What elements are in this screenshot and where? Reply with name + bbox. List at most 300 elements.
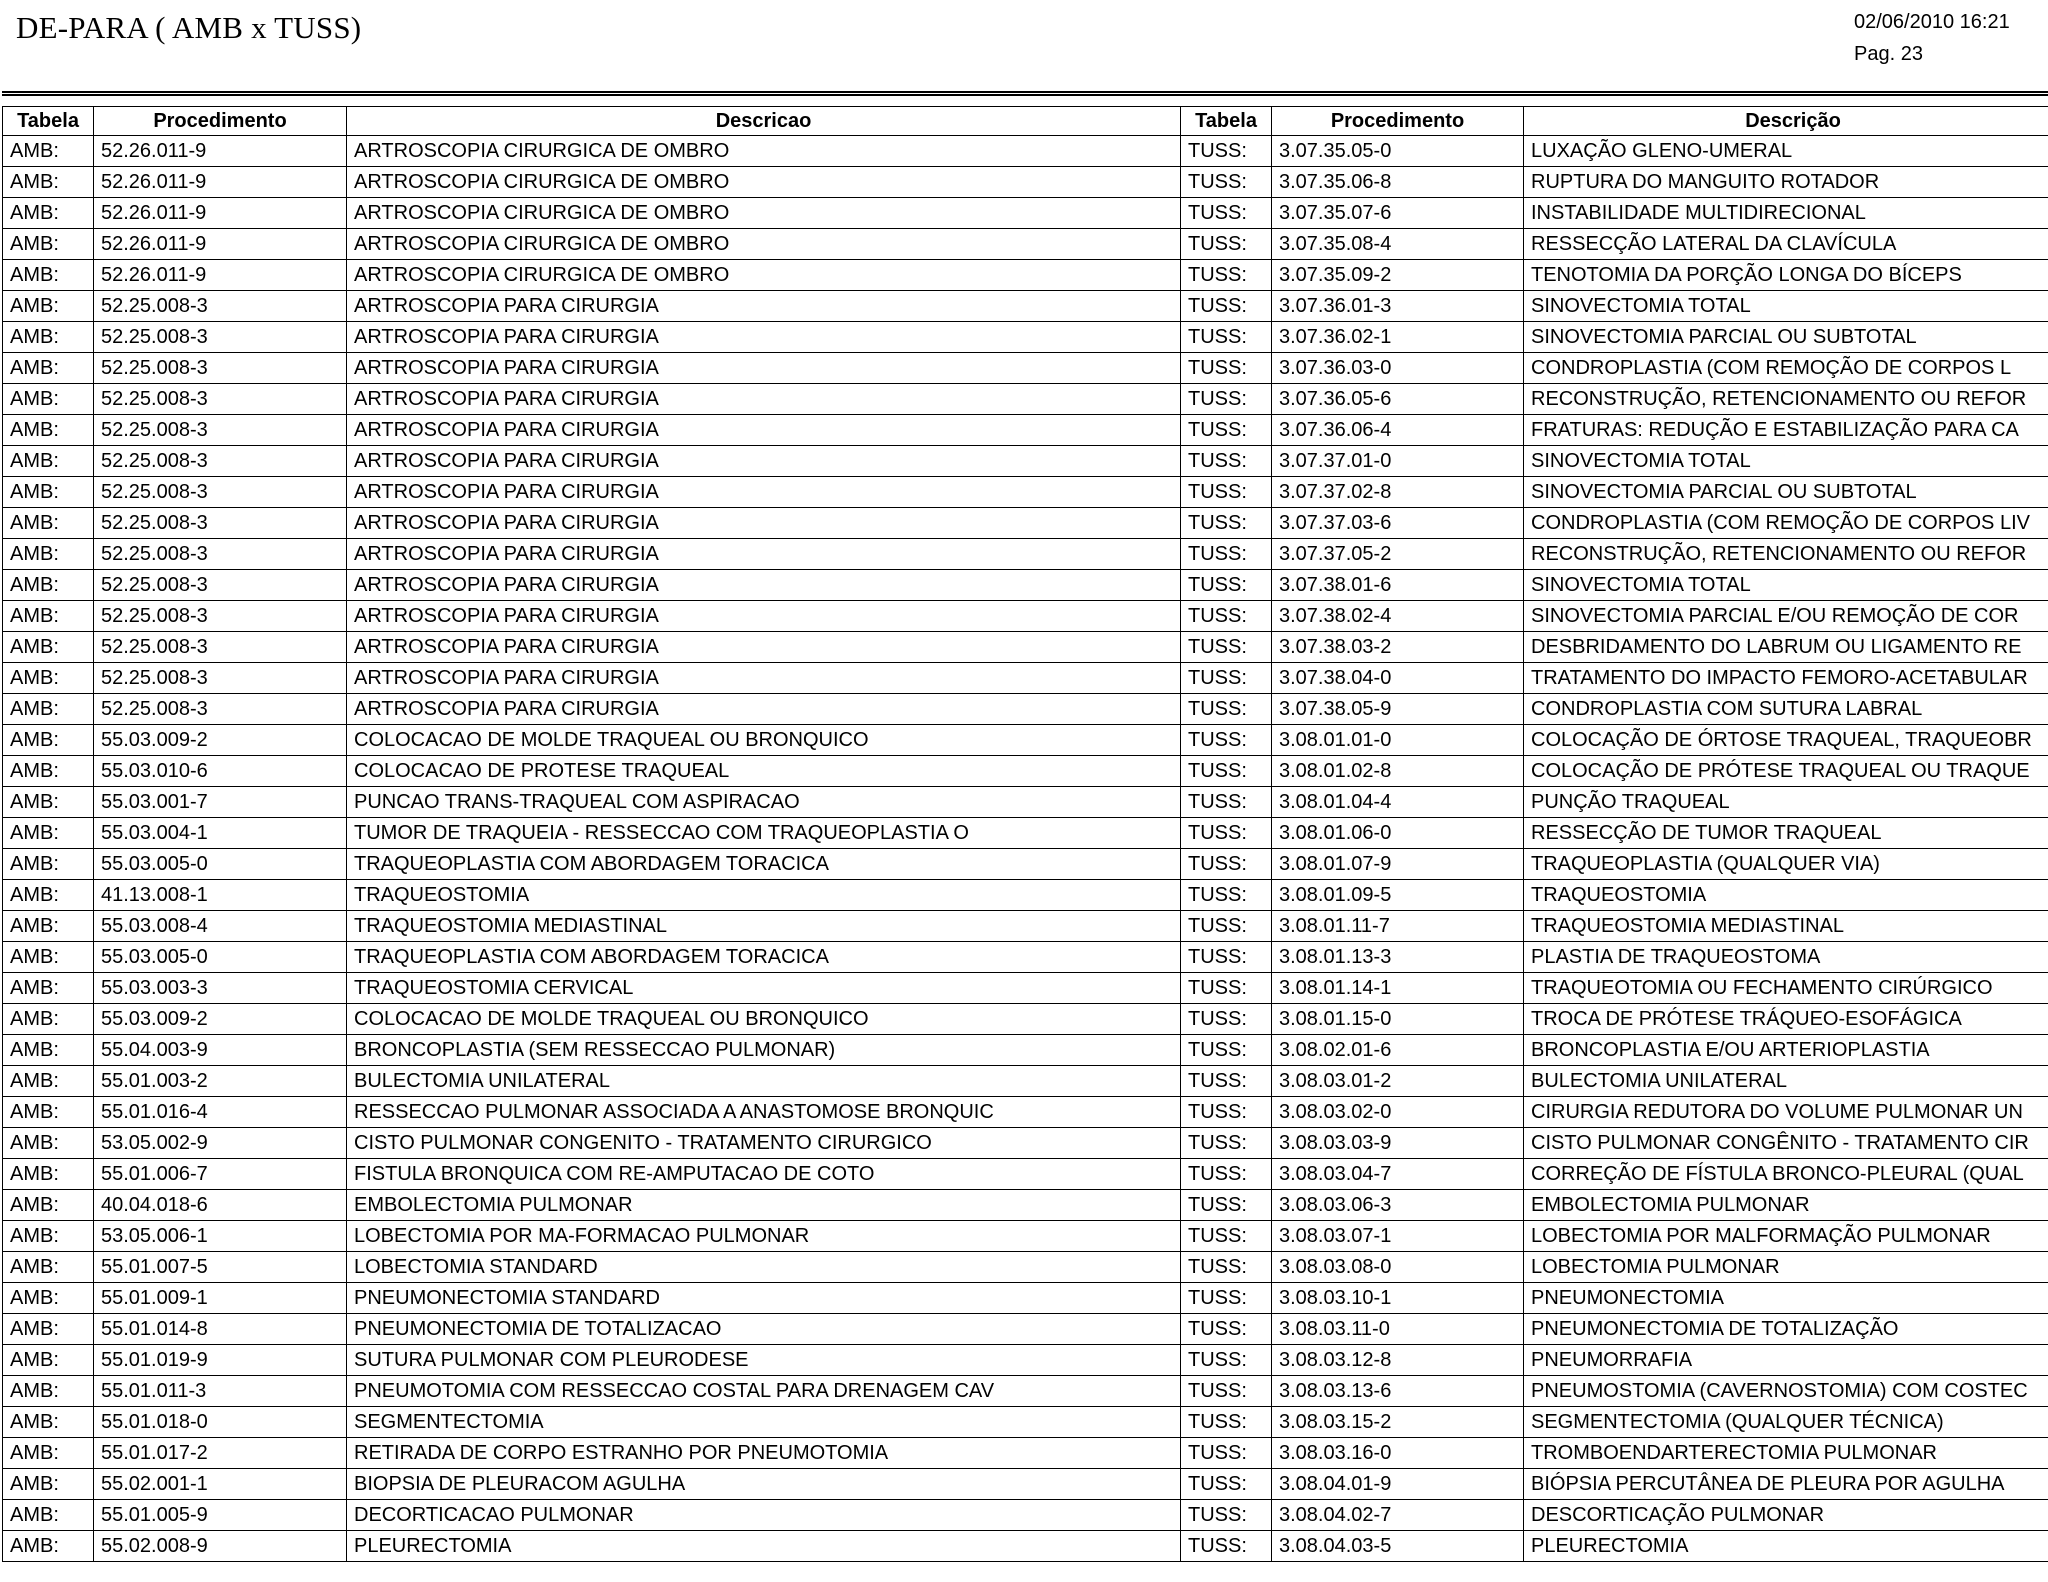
cell-descricao-tuss: CISTO PULMONAR CONGÊNITO - TRATAMENTO CIR (1524, 1128, 2048, 1159)
cell-procedimento-tuss: 3.07.37.01-0 (1272, 446, 1524, 477)
cell-tabela-amb: AMB: (3, 725, 94, 756)
cell-descricao-tuss: PNEUMOSTOMIA (CAVERNOSTOMIA) COM COSTEC (1524, 1376, 2048, 1407)
cell-procedimento-tuss: 3.08.03.16-0 (1272, 1438, 1524, 1469)
cell-descricao-tuss: SINOVECTOMIA TOTAL (1524, 570, 2048, 601)
table-row (3, 353, 2048, 384)
cell-procedimento-tuss: 3.07.35.07-6 (1272, 198, 1524, 229)
cell-descricao-amb: TUMOR DE TRAQUEIA - RESSECCAO COM TRAQUEOPLASTIA O (347, 818, 1181, 849)
cell-tabela-tuss: TUSS: (1181, 1469, 1272, 1500)
col-header-tabela-amb: Tabela (3, 107, 94, 136)
cell-descricao-tuss: PUNÇÃO TRAQUEAL (1524, 787, 2048, 818)
cell-procedimento-amb: 55.01.003-2 (94, 1066, 347, 1097)
cell-descricao-tuss: TRAQUEOTOMIA OU FECHAMENTO CIRÚRGICO (1524, 973, 2048, 1004)
cell-procedimento-amb: 55.01.006-7 (94, 1159, 347, 1190)
cell-tabela-tuss: TUSS: (1181, 601, 1272, 632)
cell-procedimento-amb: 55.03.003-3 (94, 973, 347, 1004)
cell-descricao-tuss: PNEUMONECTOMIA DE TOTALIZAÇÃO (1524, 1314, 2048, 1345)
cell-descricao-amb: ARTROSCOPIA PARA CIRURGIA (347, 291, 1181, 322)
cell-tabela-tuss: TUSS: (1181, 1097, 1272, 1128)
cell-descricao-tuss: DESCORTICAÇÃO PULMONAR (1524, 1500, 2048, 1531)
cell-tabela-tuss: TUSS: (1181, 508, 1272, 539)
cell-procedimento-tuss: 3.08.03.04-7 (1272, 1159, 1524, 1190)
cell-tabela-amb: AMB: (3, 570, 94, 601)
cell-tabela-amb: AMB: (3, 384, 94, 415)
cell-procedimento-amb: 55.01.016-4 (94, 1097, 347, 1128)
table-row (3, 446, 2048, 477)
cell-descricao-amb: TRAQUEOSTOMIA CERVICAL (347, 973, 1181, 1004)
cell-tabela-tuss: TUSS: (1181, 1407, 1272, 1438)
cell-tabela-amb: AMB: (3, 632, 94, 663)
cell-tabela-amb: AMB: (3, 1159, 94, 1190)
cell-procedimento-amb: 55.01.009-1 (94, 1283, 347, 1314)
cell-tabela-amb: AMB: (3, 601, 94, 632)
cell-procedimento-tuss: 3.08.03.01-2 (1272, 1066, 1524, 1097)
cell-descricao-tuss: LOBECTOMIA PULMONAR (1524, 1252, 2048, 1283)
cell-descricao-amb: ARTROSCOPIA CIRURGICA DE OMBRO (347, 198, 1181, 229)
cell-tabela-tuss: TUSS: (1181, 570, 1272, 601)
cell-tabela-tuss: TUSS: (1181, 1159, 1272, 1190)
table-row (3, 973, 2048, 1004)
cell-descricao-tuss: RESSECÇÃO LATERAL DA CLAVÍCULA (1524, 229, 2048, 260)
cell-procedimento-amb: 52.25.008-3 (94, 539, 347, 570)
table-row (3, 384, 2048, 415)
cell-tabela-amb: AMB: (3, 942, 94, 973)
cell-procedimento-amb: 52.25.008-3 (94, 477, 347, 508)
cell-procedimento-tuss: 3.08.01.01-0 (1272, 725, 1524, 756)
table-row (3, 1531, 2048, 1562)
table-row (3, 756, 2048, 787)
cell-descricao-tuss: SINOVECTOMIA TOTAL (1524, 446, 2048, 477)
cell-descricao-amb: ARTROSCOPIA PARA CIRURGIA (347, 539, 1181, 570)
cell-tabela-amb: AMB: (3, 508, 94, 539)
cell-tabela-amb: AMB: (3, 1035, 94, 1066)
cell-descricao-amb: ARTROSCOPIA PARA CIRURGIA (347, 322, 1181, 353)
cell-procedimento-amb: 55.01.014-8 (94, 1314, 347, 1345)
cell-descricao-amb: DECORTICACAO PULMONAR (347, 1500, 1181, 1531)
cell-tabela-amb: AMB: (3, 167, 94, 198)
cell-tabela-amb: AMB: (3, 477, 94, 508)
table-row (3, 1128, 2048, 1159)
cell-procedimento-amb: 52.26.011-9 (94, 198, 347, 229)
cell-tabela-amb: AMB: (3, 1314, 94, 1345)
cell-descricao-tuss: CIRURGIA REDUTORA DO VOLUME PULMONAR UN (1524, 1097, 2048, 1128)
cell-procedimento-amb: 52.26.011-9 (94, 167, 347, 198)
cell-tabela-amb: AMB: (3, 787, 94, 818)
cell-tabela-tuss: TUSS: (1181, 911, 1272, 942)
cell-procedimento-amb: 55.01.018-0 (94, 1407, 347, 1438)
cell-procedimento-amb: 55.03.008-4 (94, 911, 347, 942)
cell-tabela-tuss: TUSS: (1181, 539, 1272, 570)
cell-tabela-amb: AMB: (3, 1376, 94, 1407)
cell-procedimento-tuss: 3.08.03.03-9 (1272, 1128, 1524, 1159)
table-row (3, 1035, 2048, 1066)
cell-procedimento-tuss: 3.08.01.13-3 (1272, 942, 1524, 973)
cell-descricao-tuss: TRAQUEOSTOMIA MEDIASTINAL (1524, 911, 2048, 942)
cell-descricao-amb: ARTROSCOPIA CIRURGICA DE OMBRO (347, 167, 1181, 198)
cell-descricao-tuss: BULECTOMIA UNILATERAL (1524, 1066, 2048, 1097)
mapping-table (2, 106, 2048, 1562)
table-row (3, 229, 2048, 260)
table-row (3, 632, 2048, 663)
cell-procedimento-amb: 55.02.008-9 (94, 1531, 347, 1562)
cell-descricao-tuss: DESBRIDAMENTO DO LABRUM OU LIGAMENTO RE (1524, 632, 2048, 663)
cell-tabela-amb: AMB: (3, 1438, 94, 1469)
cell-tabela-amb: AMB: (3, 229, 94, 260)
table-row (3, 291, 2048, 322)
cell-procedimento-tuss: 3.07.36.06-4 (1272, 415, 1524, 446)
table-row (3, 1159, 2048, 1190)
cell-tabela-amb: AMB: (3, 1283, 94, 1314)
cell-descricao-tuss: CORREÇÃO DE FÍSTULA BRONCO-PLEURAL (QUAL (1524, 1159, 2048, 1190)
table-row (3, 1190, 2048, 1221)
col-header-procedimento-amb: Procedimento (94, 107, 347, 136)
cell-tabela-amb: AMB: (3, 694, 94, 725)
cell-tabela-tuss: TUSS: (1181, 663, 1272, 694)
cell-procedimento-tuss: 3.07.38.03-2 (1272, 632, 1524, 663)
cell-descricao-tuss: CONDROPLASTIA COM SUTURA LABRAL (1524, 694, 2048, 725)
cell-descricao-amb: PUNCAO TRANS-TRAQUEAL COM ASPIRACAO (347, 787, 1181, 818)
table-row (3, 849, 2048, 880)
cell-descricao-tuss: CONDROPLASTIA (COM REMOÇÃO DE CORPOS L (1524, 353, 2048, 384)
cell-procedimento-amb: 55.03.005-0 (94, 942, 347, 973)
cell-descricao-tuss: PLASTIA DE TRAQUEOSTOMA (1524, 942, 2048, 973)
table-header-row (3, 107, 2048, 136)
cell-procedimento-amb: 55.03.010-6 (94, 756, 347, 787)
cell-tabela-amb: AMB: (3, 1190, 94, 1221)
cell-tabela-tuss: TUSS: (1181, 384, 1272, 415)
cell-procedimento-tuss: 3.07.37.03-6 (1272, 508, 1524, 539)
cell-descricao-tuss: SINOVECTOMIA PARCIAL OU SUBTOTAL (1524, 477, 2048, 508)
col-header-tabela-tuss: Tabela (1181, 107, 1272, 136)
cell-procedimento-tuss: 3.08.03.07-1 (1272, 1221, 1524, 1252)
table-row (3, 1376, 2048, 1407)
table-row (3, 1438, 2048, 1469)
cell-tabela-tuss: TUSS: (1181, 1004, 1272, 1035)
cell-tabela-amb: AMB: (3, 291, 94, 322)
cell-descricao-tuss: COLOCAÇÃO DE ÓRTOSE TRAQUEAL, TRAQUEOBR (1524, 725, 2048, 756)
cell-procedimento-amb: 55.01.005-9 (94, 1500, 347, 1531)
table-row (3, 1004, 2048, 1035)
cell-procedimento-tuss: 3.08.01.07-9 (1272, 849, 1524, 880)
cell-descricao-amb: TRAQUEOPLASTIA COM ABORDAGEM TORACICA (347, 849, 1181, 880)
cell-tabela-amb: AMB: (3, 539, 94, 570)
cell-procedimento-amb: 52.26.011-9 (94, 136, 347, 167)
cell-tabela-amb: AMB: (3, 260, 94, 291)
table-row (3, 880, 2048, 911)
cell-procedimento-amb: 52.25.008-3 (94, 446, 347, 477)
cell-descricao-tuss: RUPTURA DO MANGUITO ROTADOR (1524, 167, 2048, 198)
cell-tabela-tuss: TUSS: (1181, 1376, 1272, 1407)
cell-tabela-tuss: TUSS: (1181, 1345, 1272, 1376)
table-row (3, 787, 2048, 818)
table-row (3, 415, 2048, 446)
cell-procedimento-tuss: 3.08.01.15-0 (1272, 1004, 1524, 1035)
cell-tabela-tuss: TUSS: (1181, 322, 1272, 353)
cell-procedimento-amb: 52.25.008-3 (94, 384, 347, 415)
cell-tabela-amb: AMB: (3, 136, 94, 167)
cell-descricao-tuss: TROMBOENDARTERECTOMIA PULMONAR (1524, 1438, 2048, 1469)
cell-descricao-amb: COLOCACAO DE MOLDE TRAQUEAL OU BRONQUICO (347, 1004, 1181, 1035)
cell-procedimento-tuss: 3.08.03.10-1 (1272, 1283, 1524, 1314)
cell-procedimento-tuss: 3.08.03.11-0 (1272, 1314, 1524, 1345)
cell-descricao-amb: LOBECTOMIA STANDARD (347, 1252, 1181, 1283)
cell-procedimento-amb: 55.01.007-5 (94, 1252, 347, 1283)
cell-descricao-amb: BRONCOPLASTIA (SEM RESSECCAO PULMONAR) (347, 1035, 1181, 1066)
cell-descricao-amb: ARTROSCOPIA PARA CIRURGIA (347, 384, 1181, 415)
cell-procedimento-tuss: 3.07.38.01-6 (1272, 570, 1524, 601)
cell-descricao-tuss: TRAQUEOSTOMIA (1524, 880, 2048, 911)
cell-tabela-tuss: TUSS: (1181, 446, 1272, 477)
cell-tabela-tuss: TUSS: (1181, 1035, 1272, 1066)
cell-tabela-tuss: TUSS: (1181, 260, 1272, 291)
cell-descricao-amb: PNEUMOTOMIA COM RESSECCAO COSTAL PARA DRENAGEM CAV (347, 1376, 1181, 1407)
cell-tabela-tuss: TUSS: (1181, 198, 1272, 229)
table-row (3, 1345, 2048, 1376)
cell-tabela-amb: AMB: (3, 1004, 94, 1035)
table-row (3, 539, 2048, 570)
cell-tabela-tuss: TUSS: (1181, 1531, 1272, 1562)
cell-descricao-tuss: SINOVECTOMIA TOTAL (1524, 291, 2048, 322)
cell-tabela-amb: AMB: (3, 1128, 94, 1159)
cell-procedimento-tuss: 3.07.36.05-6 (1272, 384, 1524, 415)
cell-descricao-tuss: LOBECTOMIA POR MALFORMAÇÃO PULMONAR (1524, 1221, 2048, 1252)
table-row (3, 167, 2048, 198)
cell-descricao-amb: ARTROSCOPIA PARA CIRURGIA (347, 446, 1181, 477)
cell-descricao-tuss: PNEUMONECTOMIA (1524, 1283, 2048, 1314)
col-header-procedimento-tuss: Procedimento (1272, 107, 1524, 136)
cell-descricao-amb: ARTROSCOPIA PARA CIRURGIA (347, 632, 1181, 663)
report-title: DE-PARA ( AMB x TUSS) (16, 10, 362, 45)
cell-procedimento-tuss: 3.07.35.09-2 (1272, 260, 1524, 291)
cell-procedimento-tuss: 3.08.01.09-5 (1272, 880, 1524, 911)
table-row (3, 1469, 2048, 1500)
cell-procedimento-amb: 55.01.019-9 (94, 1345, 347, 1376)
cell-descricao-tuss: TENOTOMIA DA PORÇÃO LONGA DO BÍCEPS (1524, 260, 2048, 291)
page-number: Pag. 23 (1854, 43, 1923, 65)
table-row (3, 1221, 2048, 1252)
cell-descricao-tuss: PNEUMORRAFIA (1524, 1345, 2048, 1376)
cell-procedimento-amb: 55.01.017-2 (94, 1438, 347, 1469)
cell-tabela-tuss: TUSS: (1181, 1283, 1272, 1314)
cell-procedimento-amb: 55.03.009-2 (94, 1004, 347, 1035)
cell-tabela-tuss: TUSS: (1181, 167, 1272, 198)
cell-tabela-tuss: TUSS: (1181, 849, 1272, 880)
cell-descricao-amb: SEGMENTECTOMIA (347, 1407, 1181, 1438)
cell-descricao-tuss: EMBOLECTOMIA PULMONAR (1524, 1190, 2048, 1221)
cell-procedimento-tuss: 3.08.03.02-0 (1272, 1097, 1524, 1128)
cell-descricao-tuss: PLEURECTOMIA (1524, 1531, 2048, 1562)
table-row (3, 1314, 2048, 1345)
cell-procedimento-amb: 52.26.011-9 (94, 229, 347, 260)
cell-tabela-amb: AMB: (3, 663, 94, 694)
cell-tabela-amb: AMB: (3, 1097, 94, 1128)
cell-descricao-amb: RETIRADA DE CORPO ESTRANHO POR PNEUMOTOMIA (347, 1438, 1181, 1469)
table-row (3, 1066, 2048, 1097)
cell-procedimento-tuss: 3.07.36.01-3 (1272, 291, 1524, 322)
cell-descricao-tuss: RECONSTRUÇÃO, RETENCIONAMENTO OU REFOR (1524, 539, 2048, 570)
cell-tabela-tuss: TUSS: (1181, 725, 1272, 756)
cell-descricao-amb: ARTROSCOPIA PARA CIRURGIA (347, 694, 1181, 725)
cell-descricao-tuss: FRATURAS: REDUÇÃO E ESTABILIZAÇÃO PARA CA (1524, 415, 2048, 446)
cell-descricao-tuss: SINOVECTOMIA PARCIAL OU SUBTOTAL (1524, 322, 2048, 353)
cell-descricao-amb: ARTROSCOPIA PARA CIRURGIA (347, 415, 1181, 446)
cell-tabela-amb: AMB: (3, 756, 94, 787)
table-row (3, 260, 2048, 291)
cell-procedimento-amb: 55.03.001-7 (94, 787, 347, 818)
cell-procedimento-amb: 55.03.005-0 (94, 849, 347, 880)
cell-tabela-amb: AMB: (3, 818, 94, 849)
cell-tabela-tuss: TUSS: (1181, 787, 1272, 818)
cell-descricao-tuss: SINOVECTOMIA PARCIAL E/OU REMOÇÃO DE COR (1524, 601, 2048, 632)
cell-procedimento-tuss: 3.07.38.04-0 (1272, 663, 1524, 694)
cell-descricao-amb: ARTROSCOPIA PARA CIRURGIA (347, 353, 1181, 384)
cell-procedimento-amb: 52.25.008-3 (94, 570, 347, 601)
cell-tabela-tuss: TUSS: (1181, 1190, 1272, 1221)
cell-procedimento-tuss: 3.08.03.08-0 (1272, 1252, 1524, 1283)
table-row (3, 198, 2048, 229)
cell-tabela-tuss: TUSS: (1181, 756, 1272, 787)
cell-tabela-tuss: TUSS: (1181, 632, 1272, 663)
cell-descricao-tuss: BRONCOPLASTIA E/OU ARTERIOPLASTIA (1524, 1035, 2048, 1066)
table-row (3, 322, 2048, 353)
cell-descricao-tuss: RECONSTRUÇÃO, RETENCIONAMENTO OU REFOR (1524, 384, 2048, 415)
cell-descricao-amb: ARTROSCOPIA PARA CIRURGIA (347, 477, 1181, 508)
cell-descricao-amb: BULECTOMIA UNILATERAL (347, 1066, 1181, 1097)
cell-procedimento-tuss: 3.07.38.02-4 (1272, 601, 1524, 632)
cell-descricao-amb: TRAQUEOPLASTIA COM ABORDAGEM TORACICA (347, 942, 1181, 973)
cell-procedimento-amb: 52.25.008-3 (94, 353, 347, 384)
table-row (3, 725, 2048, 756)
cell-descricao-amb: COLOCACAO DE MOLDE TRAQUEAL OU BRONQUICO (347, 725, 1181, 756)
cell-procedimento-tuss: 3.08.02.01-6 (1272, 1035, 1524, 1066)
cell-tabela-amb: AMB: (3, 880, 94, 911)
cell-procedimento-amb: 53.05.002-9 (94, 1128, 347, 1159)
cell-procedimento-amb: 40.04.018-6 (94, 1190, 347, 1221)
cell-tabela-tuss: TUSS: (1181, 1066, 1272, 1097)
cell-procedimento-tuss: 3.08.03.12-8 (1272, 1345, 1524, 1376)
cell-tabela-tuss: TUSS: (1181, 1438, 1272, 1469)
table-row (3, 1500, 2048, 1531)
cell-tabela-amb: AMB: (3, 1469, 94, 1500)
table-row (3, 477, 2048, 508)
table-row (3, 1283, 2048, 1314)
cell-tabela-amb: AMB: (3, 446, 94, 477)
cell-tabela-amb: AMB: (3, 1500, 94, 1531)
cell-descricao-amb: BIOPSIA DE PLEURACOM AGULHA (347, 1469, 1181, 1500)
header-rule (2, 91, 2048, 96)
cell-descricao-amb: PNEUMONECTOMIA DE TOTALIZACAO (347, 1314, 1181, 1345)
cell-procedimento-tuss: 3.08.04.03-5 (1272, 1531, 1524, 1562)
col-header-descricao-amb: Descricao (347, 107, 1181, 136)
cell-tabela-tuss: TUSS: (1181, 1221, 1272, 1252)
cell-procedimento-tuss: 3.08.01.11-7 (1272, 911, 1524, 942)
cell-procedimento-tuss: 3.08.01.04-4 (1272, 787, 1524, 818)
cell-descricao-amb: SUTURA PULMONAR COM PLEURODESE (347, 1345, 1181, 1376)
cell-tabela-amb: AMB: (3, 1221, 94, 1252)
cell-procedimento-amb: 52.25.008-3 (94, 415, 347, 446)
cell-descricao-amb: ARTROSCOPIA PARA CIRURGIA (347, 663, 1181, 694)
cell-procedimento-tuss: 3.07.35.05-0 (1272, 136, 1524, 167)
table-row (3, 1097, 2048, 1128)
cell-procedimento-amb: 55.03.004-1 (94, 818, 347, 849)
cell-procedimento-amb: 52.25.008-3 (94, 291, 347, 322)
cell-tabela-amb: AMB: (3, 353, 94, 384)
cell-descricao-tuss: BIÓPSIA PERCUTÂNEA DE PLEURA POR AGULHA (1524, 1469, 2048, 1500)
cell-procedimento-amb: 52.25.008-3 (94, 322, 347, 353)
cell-procedimento-amb: 52.25.008-3 (94, 601, 347, 632)
cell-procedimento-amb: 52.26.011-9 (94, 260, 347, 291)
cell-procedimento-tuss: 3.07.38.05-9 (1272, 694, 1524, 725)
table-row (3, 1252, 2048, 1283)
cell-descricao-tuss: SEGMENTECTOMIA (QUALQUER TÉCNICA) (1524, 1407, 2048, 1438)
cell-procedimento-tuss: 3.08.01.02-8 (1272, 756, 1524, 787)
cell-tabela-tuss: TUSS: (1181, 1252, 1272, 1283)
cell-procedimento-tuss: 3.07.35.06-8 (1272, 167, 1524, 198)
cell-tabela-amb: AMB: (3, 849, 94, 880)
cell-tabela-amb: AMB: (3, 198, 94, 229)
cell-tabela-tuss: TUSS: (1181, 136, 1272, 167)
cell-descricao-amb: EMBOLECTOMIA PULMONAR (347, 1190, 1181, 1221)
table-row (3, 942, 2048, 973)
cell-procedimento-amb: 55.01.011-3 (94, 1376, 347, 1407)
cell-procedimento-amb: 52.25.008-3 (94, 694, 347, 725)
cell-tabela-amb: AMB: (3, 1345, 94, 1376)
cell-tabela-amb: AMB: (3, 1531, 94, 1562)
cell-descricao-tuss: RESSECÇÃO DE TUMOR TRAQUEAL (1524, 818, 2048, 849)
cell-procedimento-tuss: 3.07.36.02-1 (1272, 322, 1524, 353)
cell-descricao-amb: ARTROSCOPIA PARA CIRURGIA (347, 570, 1181, 601)
cell-descricao-tuss: CONDROPLASTIA (COM REMOÇÃO DE CORPOS LIV (1524, 508, 2048, 539)
cell-descricao-amb: ARTROSCOPIA CIRURGICA DE OMBRO (347, 229, 1181, 260)
cell-tabela-tuss: TUSS: (1181, 694, 1272, 725)
cell-tabela-tuss: TUSS: (1181, 942, 1272, 973)
cell-tabela-amb: AMB: (3, 1066, 94, 1097)
cell-descricao-amb: ARTROSCOPIA CIRURGICA DE OMBRO (347, 136, 1181, 167)
cell-descricao-tuss: TRAQUEOPLASTIA (QUALQUER VIA) (1524, 849, 2048, 880)
cell-procedimento-tuss: 3.07.35.08-4 (1272, 229, 1524, 260)
cell-tabela-tuss: TUSS: (1181, 1128, 1272, 1159)
table-row (3, 601, 2048, 632)
cell-descricao-amb: PNEUMONECTOMIA STANDARD (347, 1283, 1181, 1314)
cell-tabela-tuss: TUSS: (1181, 229, 1272, 260)
cell-tabela-tuss: TUSS: (1181, 880, 1272, 911)
cell-descricao-amb: PLEURECTOMIA (347, 1531, 1181, 1562)
cell-procedimento-tuss: 3.08.01.14-1 (1272, 973, 1524, 1004)
cell-procedimento-tuss: 3.08.01.06-0 (1272, 818, 1524, 849)
cell-procedimento-tuss: 3.08.03.15-2 (1272, 1407, 1524, 1438)
cell-descricao-amb: CISTO PULMONAR CONGENITO - TRATAMENTO CIRURGICO (347, 1128, 1181, 1159)
cell-tabela-amb: AMB: (3, 1407, 94, 1438)
cell-procedimento-amb: 55.02.001-1 (94, 1469, 347, 1500)
cell-procedimento-tuss: 3.08.03.06-3 (1272, 1190, 1524, 1221)
cell-descricao-tuss: LUXAÇÃO GLENO-UMERAL (1524, 136, 2048, 167)
cell-procedimento-tuss: 3.08.04.01-9 (1272, 1469, 1524, 1500)
table-row (3, 570, 2048, 601)
cell-procedimento-amb: 55.03.009-2 (94, 725, 347, 756)
cell-procedimento-tuss: 3.07.37.05-2 (1272, 539, 1524, 570)
table-row (3, 136, 2048, 167)
cell-tabela-amb: AMB: (3, 415, 94, 446)
cell-descricao-amb: RESSECCAO PULMONAR ASSOCIADA A ANASTOMOSE BRONQUIC (347, 1097, 1181, 1128)
cell-tabela-amb: AMB: (3, 911, 94, 942)
cell-procedimento-tuss: 3.08.03.13-6 (1272, 1376, 1524, 1407)
cell-tabela-tuss: TUSS: (1181, 415, 1272, 446)
cell-procedimento-amb: 52.25.008-3 (94, 632, 347, 663)
cell-procedimento-amb: 52.25.008-3 (94, 663, 347, 694)
table-row (3, 818, 2048, 849)
cell-tabela-amb: AMB: (3, 322, 94, 353)
cell-descricao-tuss: COLOCAÇÃO DE PRÓTESE TRAQUEAL OU TRAQUE (1524, 756, 2048, 787)
